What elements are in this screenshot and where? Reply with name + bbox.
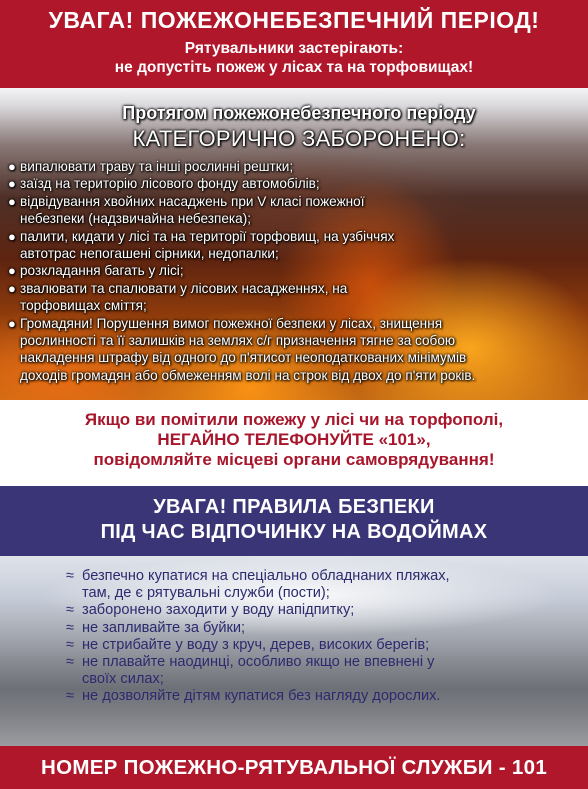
fire-report-callout <box>0 400 588 486</box>
list-item-line: своїх силах; <box>82 671 164 688</box>
water-banner-line2: ПІД ЧАС ВІДПОЧИНКУ НА ВОДОЙМАХ <box>100 521 488 543</box>
water-sky-photo-section <box>0 556 588 746</box>
list-item-line: не дозволяйте дітям купатися без нагляду дорослих. <box>82 688 441 705</box>
list-item-line: доходів громадян або обмеженням волі на строк від двох до п'яти років. <box>20 367 476 383</box>
bullet-icon: ● <box>8 263 16 279</box>
list-item <box>66 688 578 705</box>
list-item <box>8 280 578 315</box>
list-item <box>66 602 578 619</box>
bullet-icon: ● <box>8 315 16 331</box>
list-item <box>66 637 578 654</box>
fire-rules-prohibited-heading: КАТЕГОРИЧНО ЗАБОРОНЕНО: <box>132 126 466 151</box>
list-item <box>66 568 578 602</box>
header-banner <box>0 0 588 88</box>
water-banner-line1: УВАГА! ПРАВИЛА БЕЗПЕКИ <box>153 496 435 518</box>
list-item-line: розкладання багать у лісі; <box>20 263 184 279</box>
list-item <box>8 193 578 228</box>
wave-bullet-icon: ≈ <box>66 619 75 636</box>
water-safety-rules-list <box>66 568 578 706</box>
list-item <box>8 315 578 385</box>
wave-bullet-icon: ≈ <box>66 688 75 705</box>
list-item-line: Громадяни! Порушення вимог пожежної безпеки у лісах, знищення <box>20 315 443 331</box>
callout-line3: повідомляйте місцеві органи самоврядування! <box>93 450 495 469</box>
list-item <box>8 158 578 175</box>
list-item-line: там, де є рятувальні служби (пости); <box>82 585 330 602</box>
footer-emergency-number: НОМЕР ПОЖЕЖНО-РЯТУВАЛЬНОЇ СЛУЖБИ - 101 <box>0 746 588 789</box>
list-item-line: заборонено заходити у воду напідпитку; <box>82 602 355 619</box>
callout-line1: Якщо ви помітили пожежу у лісі чи на торфополі, <box>84 410 504 429</box>
list-item <box>8 262 578 279</box>
wave-bullet-icon: ≈ <box>66 654 75 671</box>
callout-line2: НЕГАЙНО ТЕЛЕФОНУЙТЕ «101», <box>157 430 431 449</box>
list-item <box>8 175 578 192</box>
prohibited-actions-list <box>8 158 578 384</box>
list-item-line: не стрибайте у воду з круч, дерев, високих берегів; <box>82 636 430 653</box>
list-item-line: торфовищах сміття; <box>20 298 147 314</box>
header-subtitle-line2: не допустіть пожеж у лісах та на торфовищах! <box>114 59 474 76</box>
list-item <box>8 228 578 263</box>
list-item-line: звалювати та спалювати у лісових насадженнях, на <box>20 280 348 296</box>
wave-bullet-icon: ≈ <box>66 602 75 619</box>
list-item-line: не плавайте наодинці, особливо якщо не впевнені у <box>82 654 435 671</box>
list-item <box>66 620 578 637</box>
list-item-line: автотрас непогашені сірники, недопалки; <box>20 246 279 262</box>
list-item-line: випалювати траву та інші рослинні рештки; <box>20 159 294 174</box>
list-item-line: палити, кидати у лісі та на території торфовищ, на узбіччях <box>20 228 395 244</box>
water-safety-banner <box>0 486 588 556</box>
bullet-icon: ● <box>8 280 16 296</box>
header-title: УВАГА! ПОЖЕЖОНЕБЕЗПЕЧНИЙ ПЕРІОД! <box>48 7 540 33</box>
bullet-icon: ● <box>8 176 16 192</box>
list-item-line: небезпеки (надзвичайна небезпека); <box>20 211 252 227</box>
list-item-line: накладення штрафу від одного до п'ятисот неоподаткованих мінімумів <box>20 350 467 366</box>
forest-fire-photo-section <box>0 88 588 400</box>
header-subtitle <box>0 39 588 77</box>
wave-bullet-icon: ≈ <box>66 568 75 584</box>
list-item-line: безпечно купатися на спеціально обладнаних пляжах, <box>82 568 450 584</box>
list-item <box>66 654 578 688</box>
list-item-line: відвідування хвойних насаджень при V класі пожежної <box>20 193 365 209</box>
bullet-icon: ● <box>8 193 16 209</box>
header-subtitle-line1: Рятувальники застерігають: <box>184 40 404 57</box>
list-item-line: не запливайте за буйки; <box>82 619 246 636</box>
fire-rules-heading: Протягом пожежонебезпечного періоду <box>122 103 476 123</box>
fire-rules-text <box>8 102 578 384</box>
list-item-line: заїзд на територію лісового фонду автомобілів; <box>20 176 320 192</box>
wave-bullet-icon: ≈ <box>66 636 75 653</box>
list-item-line: рослинності та її залишків на землях с/г призначення тягне за собою <box>20 333 456 349</box>
bullet-icon: ● <box>8 159 16 174</box>
bullet-icon: ● <box>8 228 16 244</box>
